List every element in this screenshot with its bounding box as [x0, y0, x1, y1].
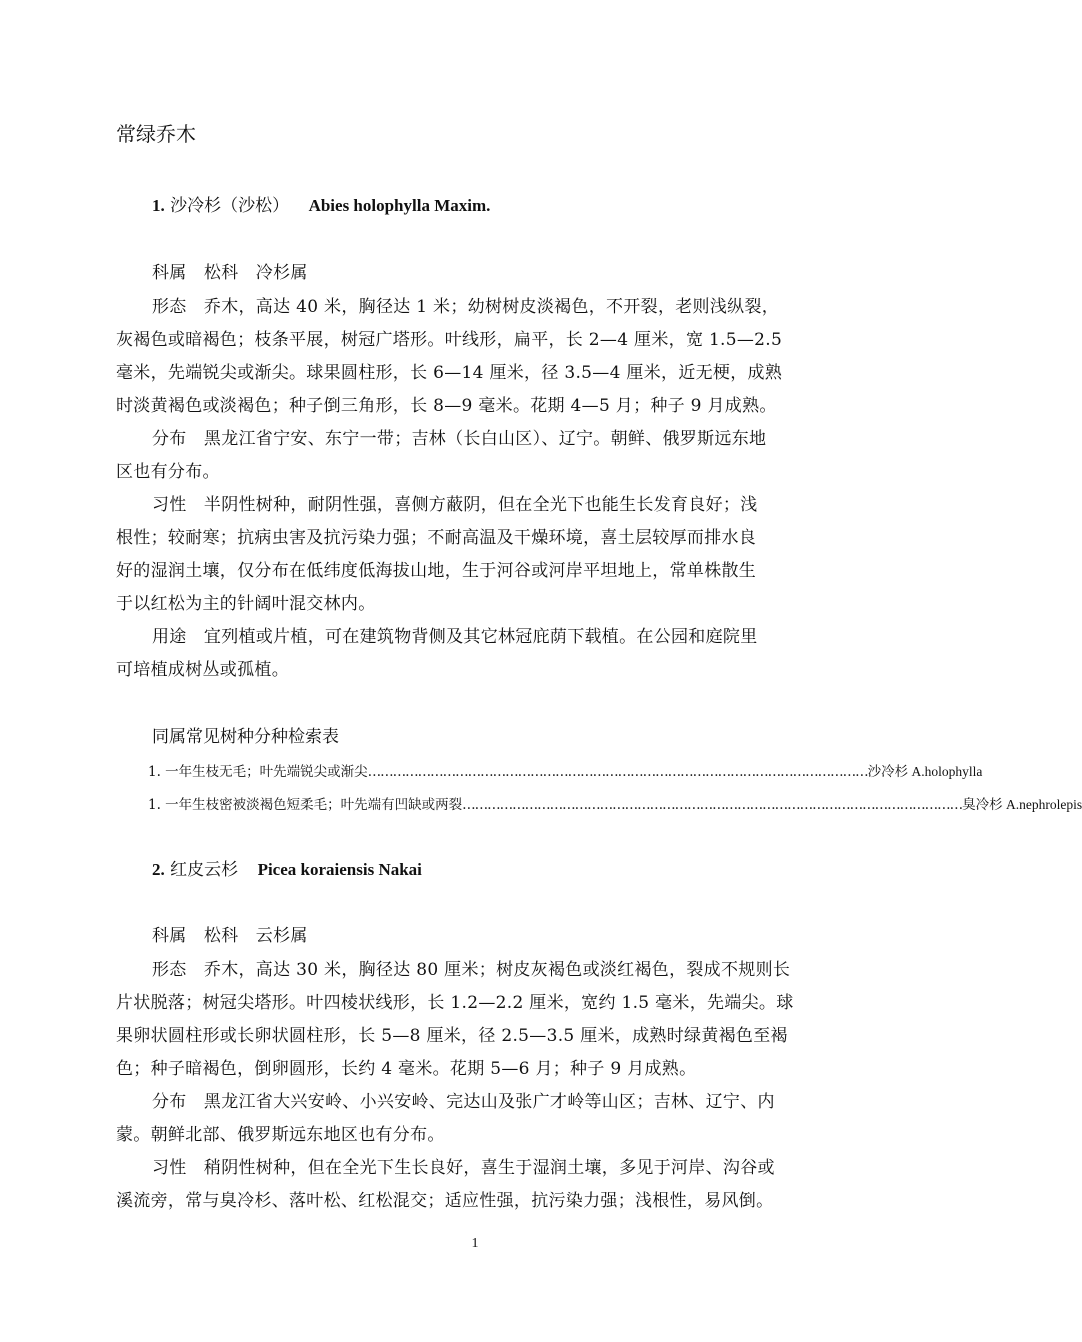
morphology-paragraph: 色；种子暗褐色，倒卵圆形，长约 4 毫米。花期 5—6 月；种子 9 月成熟。 — [116, 1059, 697, 1079]
distribution-paragraph: 蒙。朝鲜北部、俄罗斯远东地区也有分布。 — [116, 1125, 445, 1145]
family-genus-line: 科属 松科 冷杉属 — [152, 263, 308, 283]
morphology-paragraph: 果卵状圆柱形或长卵状圆柱形，长 5—8 厘米，径 2.5—3.5 厘米，成熟时绿黄褐色至褐 — [116, 1026, 788, 1046]
habit-paragraph: 溪流旁，常与臭冷杉、落叶松、红松混交；适应性强，抗污染力强；浅根性，易风倒。 — [116, 1191, 774, 1211]
species-number: 1. — [152, 196, 165, 215]
morphology-paragraph: 片状脱落；树冠尖塔形。叶四棱状线形，长 1.2—2.2 厘米，宽约 1.5 毫米，先端尖。球 — [116, 993, 794, 1013]
habit-paragraph: 习性 稍阴性树种，但在全光下生长良好，喜生于湿润土壤，多见于河岸、沟谷或 — [152, 1158, 775, 1178]
morphology-paragraph: 毫米，先端锐尖或渐尖。球果圆柱形，长 6—14 厘米，径 3.5—4 厘米，近无梗，成熟 — [116, 363, 783, 383]
distribution-paragraph: 区也有分布。 — [116, 462, 220, 482]
morphology-paragraph: 灰褐色或暗褐色；枝条平展，树冠广塔形。叶线形，扁平，长 2—4 厘米，宽 1.5—2.5 — [116, 330, 783, 350]
morphology-paragraph: 形态 乔木，高达 40 米，胸径达 1 米；幼树树皮淡褐色，不开裂，老则浅纵裂， — [152, 297, 780, 317]
key-row-lead: 1. 一年生枝无毛；叶先端锐尖或渐尖 — [148, 764, 368, 780]
morphology-paragraph: 时淡黄褐色或淡褐色；种子倒三角形，长 8—9 毫米。花期 4—5 月；种子 9 月成熟。 — [116, 396, 777, 416]
habit-paragraph: 于以红松为主的针阔叶混交林内。 — [116, 594, 376, 614]
species-latin-name: Picea koraiensis Nakai — [257, 860, 422, 879]
key-row-lead: 1. 一年生枝密被淡褐色短柔毛；叶先端有凹缺或两裂 — [148, 797, 463, 813]
section-heading: 常绿乔木 — [116, 122, 196, 146]
species-chinese-name: 沙冷杉（沙松） — [170, 196, 290, 216]
leader-dots: ………………………………………………………………………………………………………… — [367, 764, 868, 780]
key-row-species: 沙冷杉 A.holophylla — [867, 764, 983, 779]
key-table-title: 同属常见树种分种检索表 — [152, 727, 339, 747]
distribution-paragraph: 分布 黑龙江省大兴安岭、小兴安岭、完达山及张广才岭等山区；吉林、辽宁、内 — [152, 1092, 775, 1112]
species-heading — [152, 191, 490, 216]
usage-paragraph: 可培植成树丛或孤植。 — [116, 660, 289, 680]
key-row — [148, 760, 983, 780]
habit-paragraph: 好的湿润土壤，仅分布在低纬度低海拔山地，生于河谷或河岸平坦地上，常单株散生 — [116, 561, 757, 581]
species-latin-name: Abies holophylla Maxim. — [308, 196, 491, 215]
leader-dots: ………………………………………………………………………………………………………… — [462, 797, 963, 813]
key-row — [148, 793, 1082, 813]
habit-paragraph: 习性 半阴性树种，耐阴性强，喜侧方蔽阴，但在全光下也能生长发育良好；浅 — [152, 495, 758, 515]
species-heading — [152, 855, 422, 880]
distribution-paragraph: 分布 黑龙江省宁安、东宁一带；吉林（长白山区）、辽宁。朝鲜、俄罗斯远东地 — [152, 429, 767, 449]
species-number: 2. — [152, 860, 165, 879]
species-chinese-name: 红皮云杉 — [170, 860, 239, 880]
morphology-paragraph: 形态 乔木，高达 30 米，胸径达 80 厘米；树皮灰褐色或淡红褐色，裂成不规则长 — [152, 960, 791, 980]
family-genus-line: 科属 松科 云杉属 — [152, 926, 308, 946]
page-number: 1 — [471, 1236, 479, 1251]
usage-paragraph: 用途 宜列植或片植，可在建筑物背侧及其它林冠庇荫下载植。在公园和庭院里 — [152, 627, 758, 647]
habit-paragraph: 根性；较耐寒；抗病虫害及抗污染力强；不耐高温及干燥环境，喜土层较厚而排水良 — [116, 528, 757, 548]
key-row-species: 臭冷杉 A.nephrolepis — [962, 797, 1082, 812]
